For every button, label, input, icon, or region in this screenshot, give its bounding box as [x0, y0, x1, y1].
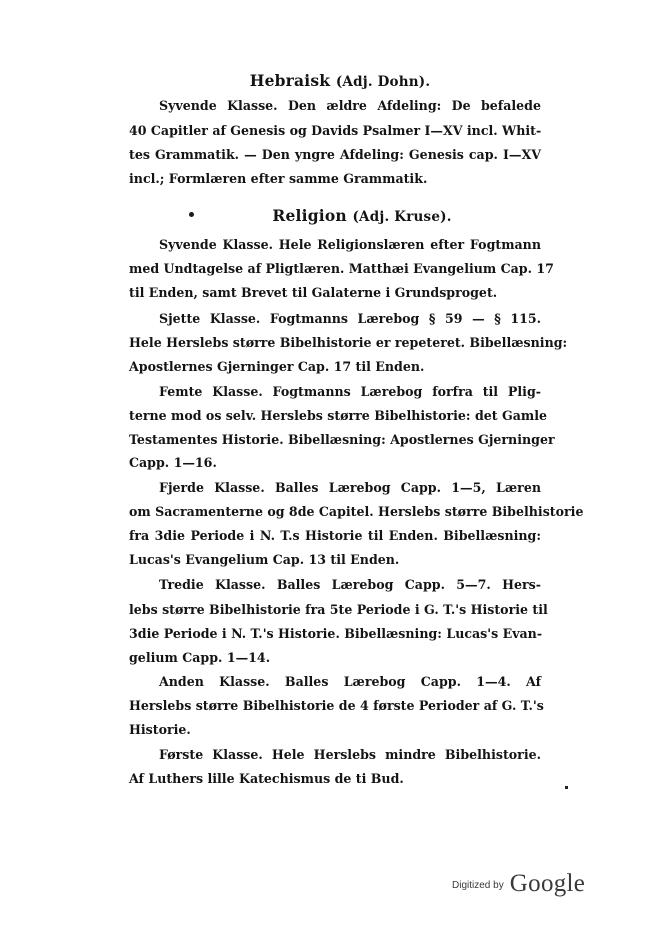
text-line: om Sacramenterne og 8de Capitel. Herslebs større Bibelhistorie — [129, 504, 584, 519]
text-line: Femte Klasse. Fogtmanns Lærebog forfra til Plig- — [159, 384, 541, 399]
text-line: Testamentes Historie. Bibellæsning: Apostlernes Gjerninger — [129, 432, 555, 447]
text-line: 3die Periode i N. T.'s Historie. Bibellæsning: Lucas's Evan- — [129, 626, 543, 641]
text-line: Tredie Klasse. Balles Lærebog Capp. 5—7. Hers- — [159, 577, 541, 592]
text-line: Fjerde Klasse. Balles Lærebog Capp. 1—5, Læren — [159, 480, 541, 495]
text-line: Sjette Klasse. Fogtmanns Lærebog § 59 — § 115. — [159, 311, 541, 326]
text-line: Hele Herslebs større Bibelhistorie er repeteret. Bibellæsning: — [129, 335, 568, 350]
text-line: Første Klasse. Hele Herslebs mindre Bibelhistorie. — [159, 747, 541, 762]
digitized-by-label: Digitized by — [452, 880, 504, 891]
heading-hebraisk-title: Hebraisk — [249, 71, 331, 90]
text-line: Af Luthers lille Katechismus de ti Bud. — [129, 771, 404, 786]
section-heading-religion — [30, 206, 664, 225]
text-line: lebs større Bibelhistorie fra 5te Periode i G. T.'s Historie til — [129, 602, 548, 617]
text-line: Historie. — [129, 722, 191, 737]
text-line: tes Grammatik. — Den yngre Afdeling: Genesis cap. I—XV — [129, 147, 541, 162]
text-line: med Undtagelse af Pligtlæren. Matthæi Evangelium Cap. 17 — [129, 261, 554, 276]
text-line: til Enden, samt Brevet til Galaterne i Grundsproget. — [129, 285, 498, 300]
text-line: fra 3die Periode i N. T.s Historie til Enden. Bibellæsning: — [129, 528, 541, 543]
text-line: 40 Capitler af Genesis og Davids Psalmer I—XV incl. Whit- — [129, 123, 542, 138]
text-line: gelium Capp. 1—14. — [129, 650, 271, 665]
text-line: Capp. 1—16. — [129, 455, 217, 470]
heading-religion-teacher: (Adj. Kruse). — [352, 209, 452, 225]
text-line: terne mod os selv. Herslebs større Bibelhistorie: det Gamle — [129, 408, 548, 423]
text-line: Syvende Klasse. Hele Religionslæren efter Fogtmann — [159, 237, 541, 252]
section-heading-hebraisk — [8, 71, 664, 90]
text-line: Apostlernes Gjerninger Cap. 17 til Enden. — [129, 359, 425, 374]
text-line: Lucas's Evangelium Cap. 13 til Enden. — [129, 552, 400, 567]
text-line: Herslebs større Bibelhistorie de 4 første Perioder af G. T.'s — [129, 698, 544, 713]
scan-speck — [565, 786, 568, 789]
heading-religion-title: Religion — [272, 206, 347, 225]
text-line: incl.; Formlæren efter samme Grammatik. — [129, 171, 428, 186]
google-logo-text: Google — [509, 870, 586, 897]
google-watermark — [452, 870, 585, 898]
text-line: Syvende Klasse. Den ældre Afdeling: De befalede — [159, 98, 541, 113]
text-line: Anden Klasse. Balles Lærebog Capp. 1—4. Af — [159, 674, 541, 689]
heading-hebraisk-teacher: (Adj. Dohn). — [335, 74, 431, 90]
